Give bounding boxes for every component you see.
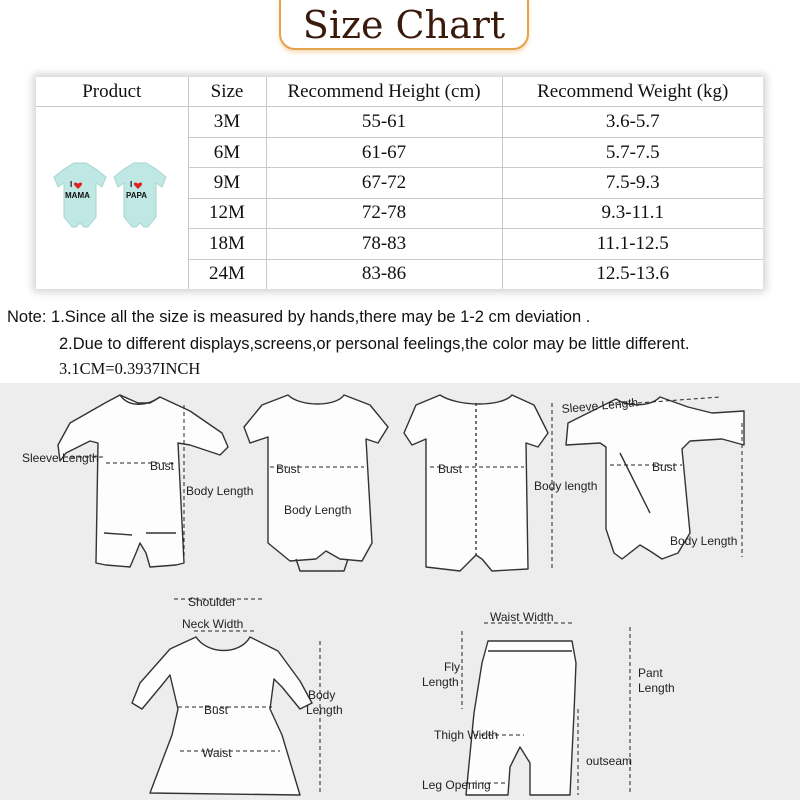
- label-dress-bust: Bust: [204, 703, 229, 717]
- label-dress-neck: Neck Width: [182, 617, 244, 631]
- label-pants-length-2: Length: [638, 681, 675, 695]
- cell-height: 83-86: [266, 259, 502, 289]
- label-bodysuit-bust: Bust: [276, 462, 301, 476]
- label-pants-outseam: outseam: [586, 754, 633, 768]
- cell-height: 55-61: [266, 107, 502, 137]
- page-title: Size Chart: [302, 3, 506, 47]
- title-box: [279, 0, 529, 50]
- cell-size: 18M: [188, 229, 266, 259]
- cell-weight: 5.7-7.5: [502, 137, 763, 167]
- papa-bodysuit-image: [114, 163, 166, 227]
- note-line-3: 3.1CM=0.3937INCH: [59, 359, 201, 378]
- pants-sketch: [466, 641, 576, 795]
- size-table: [36, 77, 763, 289]
- header-size: Size: [188, 77, 266, 107]
- svg-text:MAMA: MAMA: [64, 191, 90, 201]
- label-dress-body-2: Length: [306, 703, 343, 717]
- label-pants-fly-2: Length: [422, 675, 459, 689]
- svg-text:PAPA: PAPA: [125, 191, 147, 201]
- label-romper-bust: Bust: [438, 462, 463, 476]
- label-dress-shoulder: Shoulder: [188, 595, 237, 609]
- svg-text:I: I: [129, 180, 132, 190]
- label-pants-thigh: Thigh Width: [434, 728, 499, 742]
- bodysuit-product-image: [52, 155, 172, 235]
- cell-weight: 11.1-12.5: [502, 229, 763, 259]
- note-line-2: 2.Due to different displays,screens,or personal feelings,the color may be little different.: [59, 335, 690, 353]
- header-product: Product: [36, 77, 188, 107]
- table-row: [36, 107, 763, 137]
- garment-sketches: [0, 383, 800, 800]
- bodysuit-sketch: [244, 395, 388, 571]
- label-pants-length-1: Pant: [638, 666, 663, 680]
- measurement-diagram: [0, 383, 800, 800]
- label-dress-waist: Waist: [202, 746, 232, 760]
- note-line-1: Note: 1.Since all the size is measured by hands,there may be 1-2 cm deviation .: [7, 308, 591, 326]
- jumpsuit-sketch: [58, 395, 228, 567]
- label-romper-body: Body length: [534, 479, 598, 493]
- label-pants-fly-1: Fly: [444, 660, 460, 674]
- table-header-row: [36, 77, 763, 107]
- cell-weight: 7.5-9.3: [502, 168, 763, 198]
- label-pants-waist: Waist Width: [490, 610, 554, 624]
- cell-size: 3M: [188, 107, 266, 137]
- svg-text:I: I: [69, 180, 72, 190]
- mama-bodysuit-image: [54, 163, 106, 227]
- label-jumpsuit-body: Body Length: [186, 484, 254, 498]
- label-kimono-sleeve: Sleeve Length: [561, 395, 639, 416]
- cell-size: 6M: [188, 137, 266, 167]
- cell-height: 78-83: [266, 229, 502, 259]
- cell-size: 9M: [188, 168, 266, 198]
- cell-size: 24M: [188, 259, 266, 289]
- cell-height: 61-67: [266, 137, 502, 167]
- cell-weight: 12.5-13.6: [596, 263, 670, 285]
- product-image: [36, 107, 188, 289]
- header-height: Recommend Height (cm): [266, 77, 502, 107]
- label-kimono-bust: Bust: [652, 460, 677, 474]
- label-dress-body-1: Body: [308, 688, 336, 702]
- label-pants-leg-opening: Leg Opening: [422, 778, 491, 792]
- cell-height: 72-78: [266, 198, 502, 228]
- label-jumpsuit-sleeve: Sleeve Length: [22, 451, 99, 465]
- label-kimono-body: Body Length: [670, 534, 738, 548]
- cell-size: 12M: [188, 198, 266, 228]
- cell-weight: 9.3-11.1: [502, 198, 763, 228]
- label-bodysuit-body: Body Length: [284, 503, 352, 517]
- cell-height: 67-72: [266, 168, 502, 198]
- label-jumpsuit-bust: Bust: [150, 459, 175, 473]
- romper-sketch: [404, 395, 548, 571]
- header-weight: Recommend Weight (kg): [502, 77, 763, 107]
- cell-weight: 3.6-5.7: [502, 107, 763, 137]
